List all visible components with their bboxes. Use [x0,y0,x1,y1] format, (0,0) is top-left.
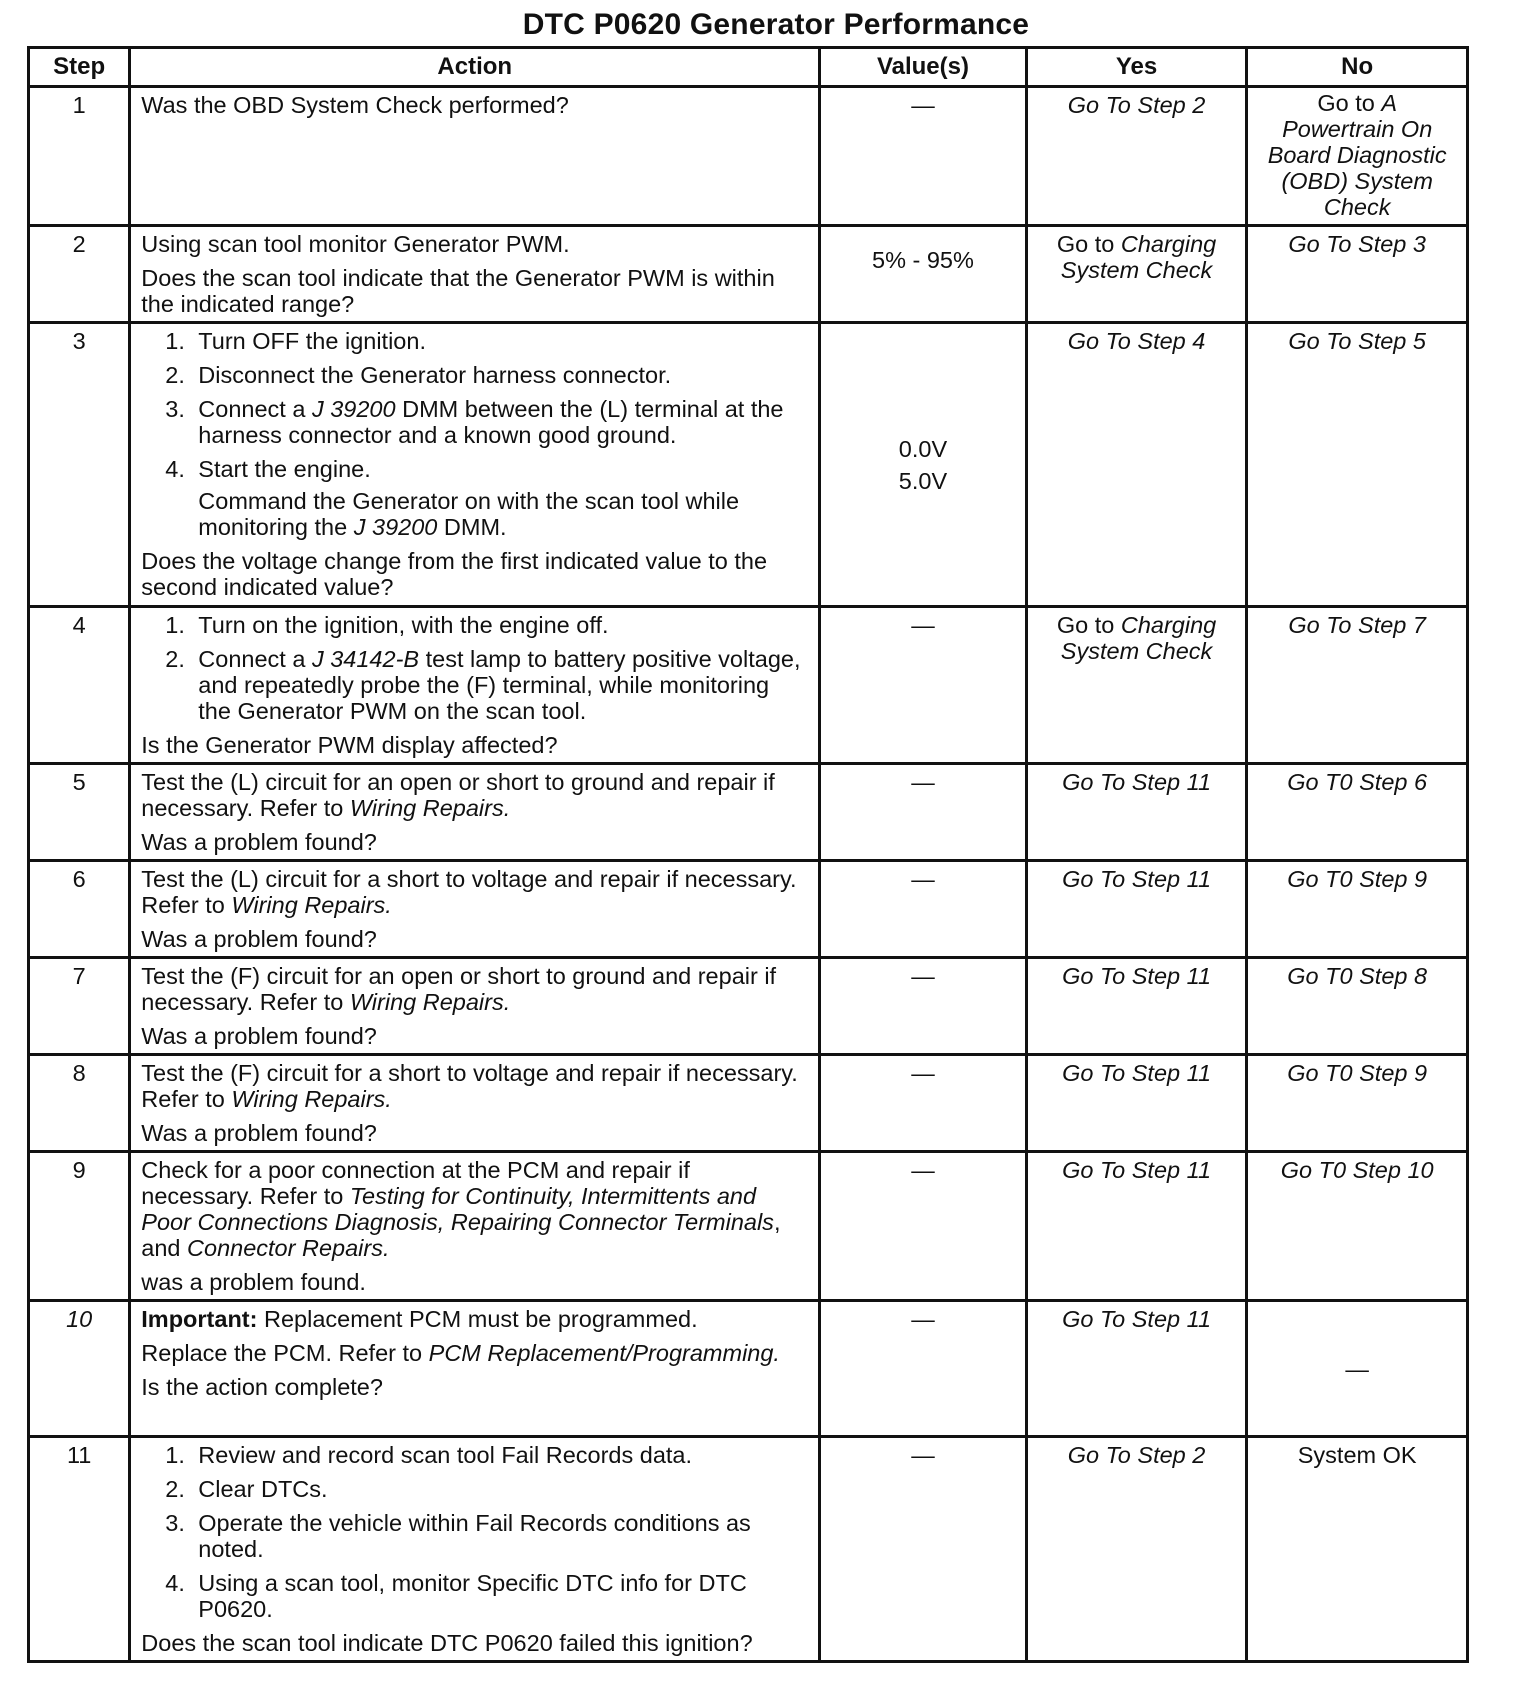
yes-cell [1026,607,1247,764]
important-text: Replacement PCM must be programmed. [257,1306,698,1332]
item-number: 1. [165,612,185,638]
yes-cell: Go To Step 11 [1026,1055,1247,1152]
no-cell: Go T0 Step 8 [1247,958,1468,1055]
value-cell [820,764,1027,861]
yes-cell: Go To Step 11 [1026,958,1247,1055]
action-instruction [141,769,808,821]
value-cell [820,861,1027,958]
item-number: 2. [165,646,185,672]
action-question: Does the voltage change from the first indicated value to the second indicated value? [141,548,768,600]
table-row [29,323,1468,607]
item-text: Using a scan tool, monitor Specific DTC info for DTC P0620. [198,1570,747,1622]
yes-prefix: Go to [1056,612,1121,638]
tool-reference: J 34142-B [311,646,420,672]
value-cell [820,87,1027,226]
tool-reference: J 39200 [311,396,396,422]
table-header-row [29,48,1468,87]
no-cell: System OK [1247,1437,1468,1662]
step-number: 10 [29,1301,130,1437]
yes-cell: Go To Step 11 [1026,1301,1247,1437]
page-title: DTC P0620 Generator Performance [522,8,1030,41]
value-dash: — [911,92,935,118]
item-text: Disconnect the Generator harness connector. [198,362,672,388]
tool-reference: J 39200 [353,514,438,540]
table-row [29,1152,1468,1301]
yes-cell: Go To Step 11 [1026,764,1247,861]
step-number: 1 [29,87,130,226]
action-steps [141,328,808,482]
action-question: Was the OBD System Check performed? [141,92,569,118]
list-item [141,362,808,388]
item-text: Clear DTCs. [198,1476,328,1502]
instruction-text: Test the (F) circuit for an open or short to ground and repair if necessary. Refer to [141,963,777,1015]
item-text: Connect a [198,646,312,672]
header-no: No [1247,48,1468,87]
substep-text: Command the Generator on with the scan tool while monitoring the [198,488,740,540]
item-number: 3. [165,396,185,422]
action-question: Was a problem found? [141,1120,377,1146]
item-number: 4. [165,456,185,482]
header-action: Action [130,48,820,87]
important-label: Important: [141,1306,258,1332]
value-dash: — [911,612,935,638]
value-dash: — [911,1442,935,1468]
action-substep [141,488,808,540]
value-cell [820,958,1027,1055]
yes-cell: Go To Step 2 [1026,1437,1247,1662]
list-item [141,396,808,448]
action-cell [130,87,820,226]
item-text: Connect a [198,396,312,422]
reference-link: PCM Replacement/Programming. [428,1340,780,1366]
item-text: DMM between the (L) terminal at the harness connector and a known good ground. [198,396,784,448]
step-number: 8 [29,1055,130,1152]
no-cell: Go To Step 3 [1247,226,1468,323]
no-reference: A Powertrain On Board Diagnostic (OBD) System Check [1267,90,1447,220]
item-number: 3. [165,1510,185,1536]
value-dash: — [911,1306,935,1332]
table-row [29,1437,1468,1662]
list-item [141,1570,808,1622]
step-number: 2 [29,226,130,323]
item-text: Operate the vehicle within Fail Records conditions as noted. [198,1510,751,1562]
value-cell: 5% - 95% [820,226,1027,323]
action-cell [130,861,820,958]
action-instruction [141,1157,808,1261]
action-question: Is the Generator PWM display affected? [141,732,558,758]
table-row [29,1301,1468,1437]
action-question: Does the scan tool indicate DTC P0620 failed this ignition? [141,1630,753,1656]
value-dash: — [911,1157,935,1183]
substep-text: DMM. [437,514,507,540]
no-cell: Go T0 Step 9 [1247,1055,1468,1152]
value-cell [820,1152,1027,1301]
value-cell [820,1437,1027,1662]
action-instruction: Using scan tool monitor Generator PWM. [141,231,570,257]
action-instruction [141,1340,808,1366]
yes-reference: Charging System Check [1060,231,1217,283]
action-steps [141,1442,808,1622]
list-item [141,456,808,482]
action-cell [130,958,820,1055]
list-item [141,1442,808,1468]
yes-prefix: Go to [1056,231,1121,257]
item-number: 1. [165,1442,185,1468]
value-first: 0.0V [898,435,948,462]
value-dash: — [911,769,935,795]
reference-link: Wiring Repairs. [231,1086,392,1112]
step-number: 6 [29,861,130,958]
action-question: Was a problem found? [141,926,377,952]
header-step: Step [29,48,130,87]
action-question: was a problem found. [141,1269,366,1295]
reference-link: Wiring Repairs. [349,989,511,1015]
action-instruction [141,963,808,1015]
action-cell [130,323,820,607]
yes-cell: Go To Step 4 [1026,323,1247,607]
value-dash: — [911,963,935,989]
no-cell: Go To Step 7 [1247,607,1468,764]
diagnostic-table [27,46,1469,1663]
action-cell [130,764,820,861]
item-text: Turn on the ignition, with the engine off. [198,612,609,638]
instruction-text: Test the (F) circuit for a short to voltage and repair if necessary. Refer to [141,1060,798,1112]
no-cell: — [1247,1301,1468,1437]
no-prefix: Go to [1317,90,1382,116]
yes-cell: Go To Step 2 [1026,87,1247,226]
table-row [29,764,1468,861]
value-cell [820,1301,1027,1437]
table-row [29,861,1468,958]
header-yes: Yes [1026,48,1247,87]
action-question: Does the scan tool indicate that the Generator PWM is within the indicated range? [141,265,775,317]
reference-link: Wiring Repairs. [231,892,392,918]
action-steps [141,612,808,724]
instruction-text: Replace the PCM. Refer to [141,1340,429,1366]
value-cell [820,323,1027,607]
step-number: 4 [29,607,130,764]
step-number: 11 [29,1437,130,1662]
no-cell [1247,87,1468,226]
action-question: Was a problem found? [141,829,377,855]
instruction-text: Test the (L) circuit for a short to voltage and repair if necessary. Refer to [141,866,797,918]
value-second: 5.0V [898,467,948,494]
item-text: Review and record scan tool Fail Records data. [198,1442,693,1468]
value-cell [820,1055,1027,1152]
yes-cell [1026,226,1247,323]
value-dash: — [911,1060,935,1086]
action-cell [130,1152,820,1301]
action-question: Was a problem found? [141,1023,377,1049]
instruction-text: , and [141,1209,781,1261]
action-cell [130,226,820,323]
reference-link: Testing for Continuity, Intermittents and Poor Connections Diagnosis, Repairing Connector Terminals [141,1183,774,1235]
action-cell [130,1437,820,1662]
yes-reference: Charging System Check [1060,612,1217,664]
table-row [29,87,1468,226]
table-row [29,1055,1468,1152]
list-item [141,646,808,724]
list-item [141,1510,808,1562]
item-text: Start the engine. [198,456,371,482]
step-number: 9 [29,1152,130,1301]
table-row [29,958,1468,1055]
instruction-text: Check for a poor connection at the PCM and repair if necessary. Refer to [141,1157,690,1209]
important-note [141,1306,808,1332]
reference-link: Connector Repairs. [187,1235,390,1261]
value-cell [820,607,1027,764]
instruction-text: Test the (L) circuit for an open or short to ground and repair if necessary. Refer to [141,769,775,821]
list-item [141,612,808,638]
item-text: Turn OFF the ignition. [198,328,426,354]
table-row [29,226,1468,323]
item-number: 1. [165,328,185,354]
step-number: 7 [29,958,130,1055]
action-cell [130,1055,820,1152]
item-number: 4. [165,1570,185,1596]
action-instruction [141,1060,808,1112]
list-item [141,1476,808,1502]
value-dash: — [911,866,935,892]
step-number: 5 [29,764,130,861]
no-cell: Go T0 Step 10 [1247,1152,1468,1301]
item-number: 2. [165,362,185,388]
item-number: 2. [165,1476,185,1502]
table-row [29,607,1468,764]
step-number: 3 [29,323,130,607]
header-values: Value(s) [820,48,1027,87]
action-cell [130,1301,820,1437]
no-cell: Go T0 Step 6 [1247,764,1468,861]
action-question: Is the action complete? [141,1374,383,1400]
item-text: test lamp to battery positive voltage, and repeatedly probe the (F) terminal, while monitoring the Generator PWM on the scan tool. [198,646,801,724]
action-instruction [141,866,808,918]
yes-cell: Go To Step 11 [1026,1152,1247,1301]
action-cell [130,607,820,764]
list-item [141,328,808,354]
yes-cell: Go To Step 11 [1026,861,1247,958]
reference-link: Wiring Repairs. [349,795,511,821]
no-cell: Go T0 Step 9 [1247,861,1468,958]
no-cell: Go To Step 5 [1247,323,1468,607]
